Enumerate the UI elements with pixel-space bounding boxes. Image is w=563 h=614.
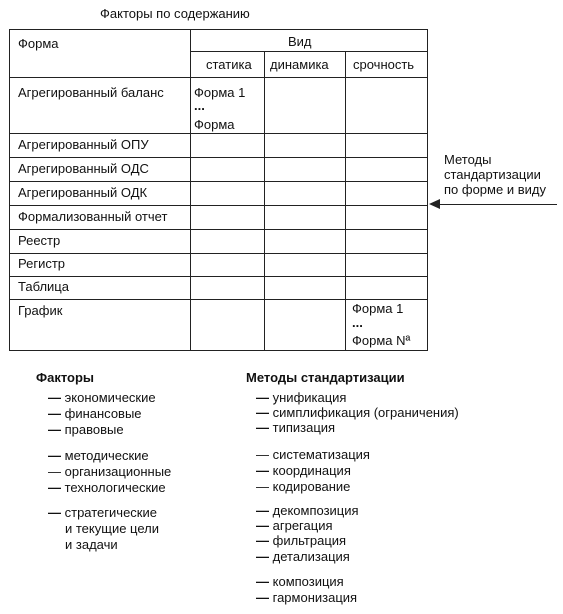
factor-item: — правовые <box>48 422 124 437</box>
factor-item: — технологические <box>48 480 166 495</box>
row-divider <box>10 276 428 277</box>
subheader-dynamic: динамика <box>270 57 329 72</box>
row-divider <box>10 253 428 254</box>
row-divider <box>10 205 428 206</box>
method-item: — типизация <box>256 420 336 435</box>
arrow-line <box>440 204 557 205</box>
row-label: Реестр <box>18 233 61 248</box>
method-item: — фильтрация <box>256 533 347 548</box>
row-label: Таблица <box>18 279 69 294</box>
cell-balance-dots: ... <box>194 98 205 113</box>
methods-note-line: стандартизации <box>444 167 541 182</box>
method-item: — детализация <box>256 549 350 564</box>
method-item: — декомпозиция <box>256 503 359 518</box>
method-item: — унификация <box>256 390 347 405</box>
row-divider <box>10 157 428 158</box>
row-label: График <box>18 303 63 318</box>
row-divider <box>10 229 428 230</box>
methods-note-line: Методы <box>444 152 492 167</box>
method-item: — кодирование <box>256 479 351 494</box>
forms-table <box>9 29 428 351</box>
arrow-left-icon <box>429 199 440 209</box>
factors-title: Факторы <box>36 370 95 385</box>
factor-item: — организационные <box>48 464 172 479</box>
factor-item: и текущие цели <box>65 521 159 536</box>
row-label: Агрегированный ОДК <box>18 185 148 200</box>
factor-item: — методические <box>48 448 149 463</box>
factor-item: и задачи <box>65 537 118 552</box>
row-label: Регистр <box>18 256 66 271</box>
methods-note <box>444 152 546 197</box>
row-label: Агрегированный баланс <box>18 85 164 100</box>
method-item: — координация <box>256 463 351 478</box>
col-divider-form <box>190 30 191 351</box>
header-type: Вид <box>288 34 312 49</box>
methods-note-line: по форме и виду <box>444 182 546 197</box>
col-divider-static <box>264 51 265 351</box>
subheader-urgency: срочность <box>353 57 415 72</box>
methods-title: Методы стандартизации <box>246 370 405 385</box>
row-label: Агрегированный ОДС <box>18 161 149 176</box>
factor-item: — финансовые <box>48 406 142 421</box>
row-label: Агрегированный ОПУ <box>18 137 149 152</box>
method-item: — агрегация <box>256 518 333 533</box>
method-item: — гармонизация <box>256 590 358 605</box>
cell-graph-first: Форма 1 <box>352 301 404 316</box>
header-form: Форма <box>18 36 59 51</box>
cell-graph-last: Форма Nª <box>352 333 411 348</box>
row-divider <box>10 299 428 300</box>
factor-item: — стратегические <box>48 505 157 520</box>
row-divider <box>10 133 428 134</box>
method-item: — композиция <box>256 574 344 589</box>
col-divider-dynamic <box>345 51 346 351</box>
top-title: Факторы по содержанию <box>100 6 250 21</box>
factor-item: — экономические <box>48 390 156 405</box>
cell-balance-last: Форма <box>194 117 235 132</box>
row-label: Формализованный отчет <box>18 209 168 224</box>
cell-graph-dots: ... <box>352 315 363 330</box>
method-item: — систематизация <box>256 447 370 462</box>
subheader-static: статика <box>206 57 252 72</box>
cell-balance-first: Форма 1 <box>194 85 246 100</box>
row-divider <box>10 77 428 78</box>
method-item: — симплификация (ограничения) <box>256 405 459 420</box>
header-divider <box>190 51 428 52</box>
row-divider <box>10 181 428 182</box>
